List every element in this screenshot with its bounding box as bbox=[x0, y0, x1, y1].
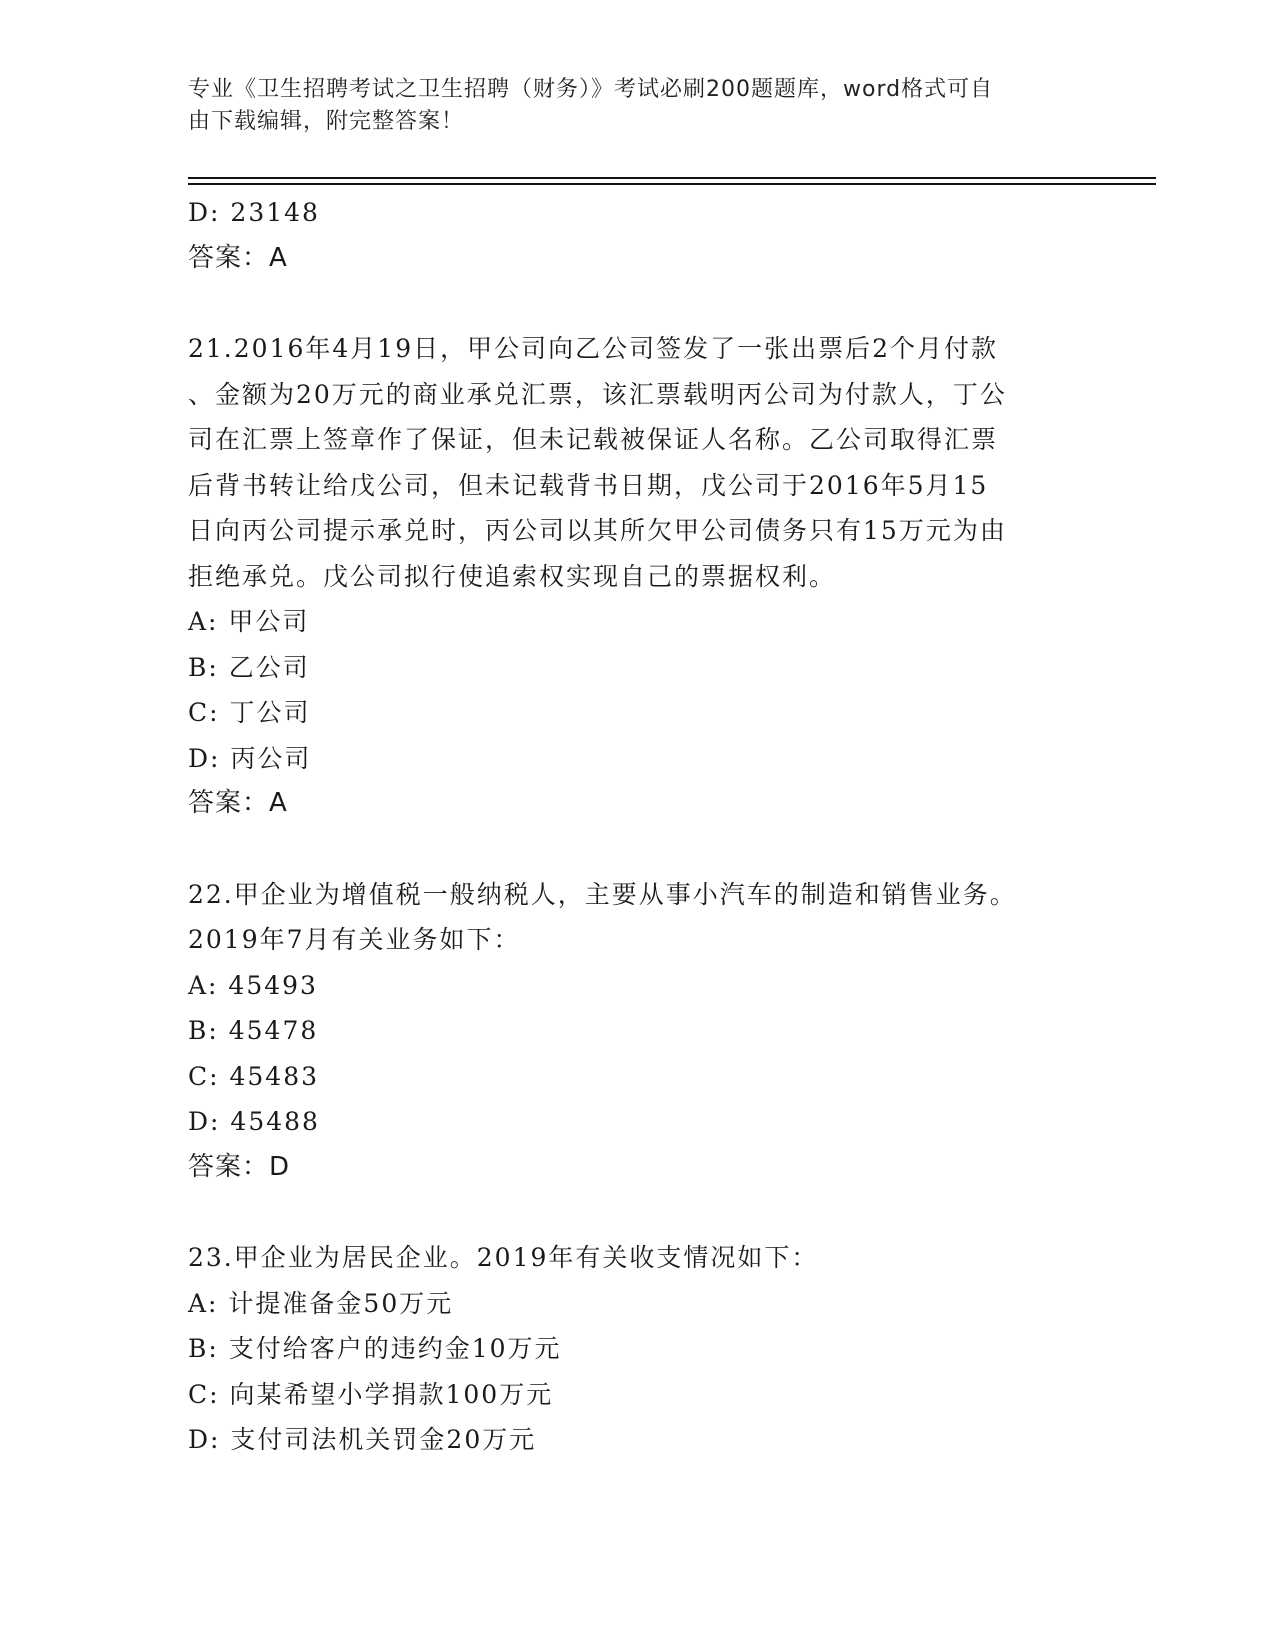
question-content bbox=[188, 190, 1088, 1463]
q23-option-c: C: 向某希望小学捐款100万元 bbox=[188, 1379, 554, 1409]
q23-option-a: A: 计提准备金50万元 bbox=[188, 1288, 454, 1318]
q22-option-a: A: 45493 bbox=[188, 970, 318, 1000]
prev-answer: 答案：A bbox=[188, 242, 288, 273]
q21-stem-line: 21.2016年4月19日，甲公司向乙公司签发了一张出票后2个月付款 bbox=[188, 334, 999, 363]
q23-option-d: D: 支付司法机关罚金20万元 bbox=[188, 1425, 537, 1454]
q21-stem-line: 司在汇票上签章作了保证，但未记载被保证人名称。乙公司取得汇票 bbox=[188, 425, 999, 454]
header-divider-top bbox=[188, 177, 1156, 179]
q21-option-d: D: 丙公司 bbox=[188, 743, 312, 773]
q23-option-b: B: 支付给客户的违约金10万元 bbox=[188, 1334, 562, 1363]
q21-option-a: A: 甲公司 bbox=[188, 607, 310, 636]
q22-option-d: D: 45488 bbox=[188, 1107, 320, 1136]
q21-stem-line: 拒绝承兑。戊公司拟行使追索权实现自己的票据权利。 bbox=[188, 561, 837, 591]
q21-stem-line: 后背书转让给戊公司，但未记载背书日期，戊公司于2016年5月15 bbox=[188, 470, 989, 500]
q22-stem-line: 2019年7月有关业务如下： bbox=[188, 925, 521, 954]
q23-stem-line: 23.甲企业为居民企业。2019年有关收支情况如下： bbox=[188, 1243, 819, 1272]
q22-option-b: B: 45478 bbox=[188, 1016, 319, 1045]
question-21 bbox=[188, 326, 1088, 827]
q21-stem-line: 、金额为20万元的商业承兑汇票，该汇票载明丙公司为付款人，丁公 bbox=[188, 379, 1007, 409]
q21-option-b: B: 乙公司 bbox=[188, 652, 310, 682]
spacer bbox=[188, 281, 1088, 326]
q22-option-c: C: 45483 bbox=[188, 1061, 320, 1091]
q22-stem-line: 22.甲企业为增值税一般纳税人，主要从事小汽车的制造和销售业务。 bbox=[188, 879, 1017, 909]
question-22 bbox=[188, 872, 1088, 1191]
question-23 bbox=[188, 1235, 1088, 1463]
spacer bbox=[188, 1190, 1088, 1235]
header-divider-bottom bbox=[188, 183, 1156, 185]
header-line-2: 由下载编辑，附完整答案！ bbox=[188, 109, 465, 134]
q22-answer: 答案：D bbox=[188, 1151, 291, 1182]
spacer bbox=[188, 827, 1088, 872]
q21-answer: 答案：A bbox=[188, 788, 288, 818]
q21-stem-line: 日向丙公司提示承兑时，丙公司以其所欠甲公司债务只有15万元为由 bbox=[188, 516, 1007, 545]
prev-option-d: D: 23148 bbox=[188, 198, 320, 227]
header-line-1: 专业《卫生招聘考试之卫生招聘（财务）》考试必刷200题题库，word格式可自 bbox=[188, 77, 994, 102]
q21-option-c: C: 丁公司 bbox=[188, 698, 311, 727]
document-header bbox=[188, 74, 1068, 138]
